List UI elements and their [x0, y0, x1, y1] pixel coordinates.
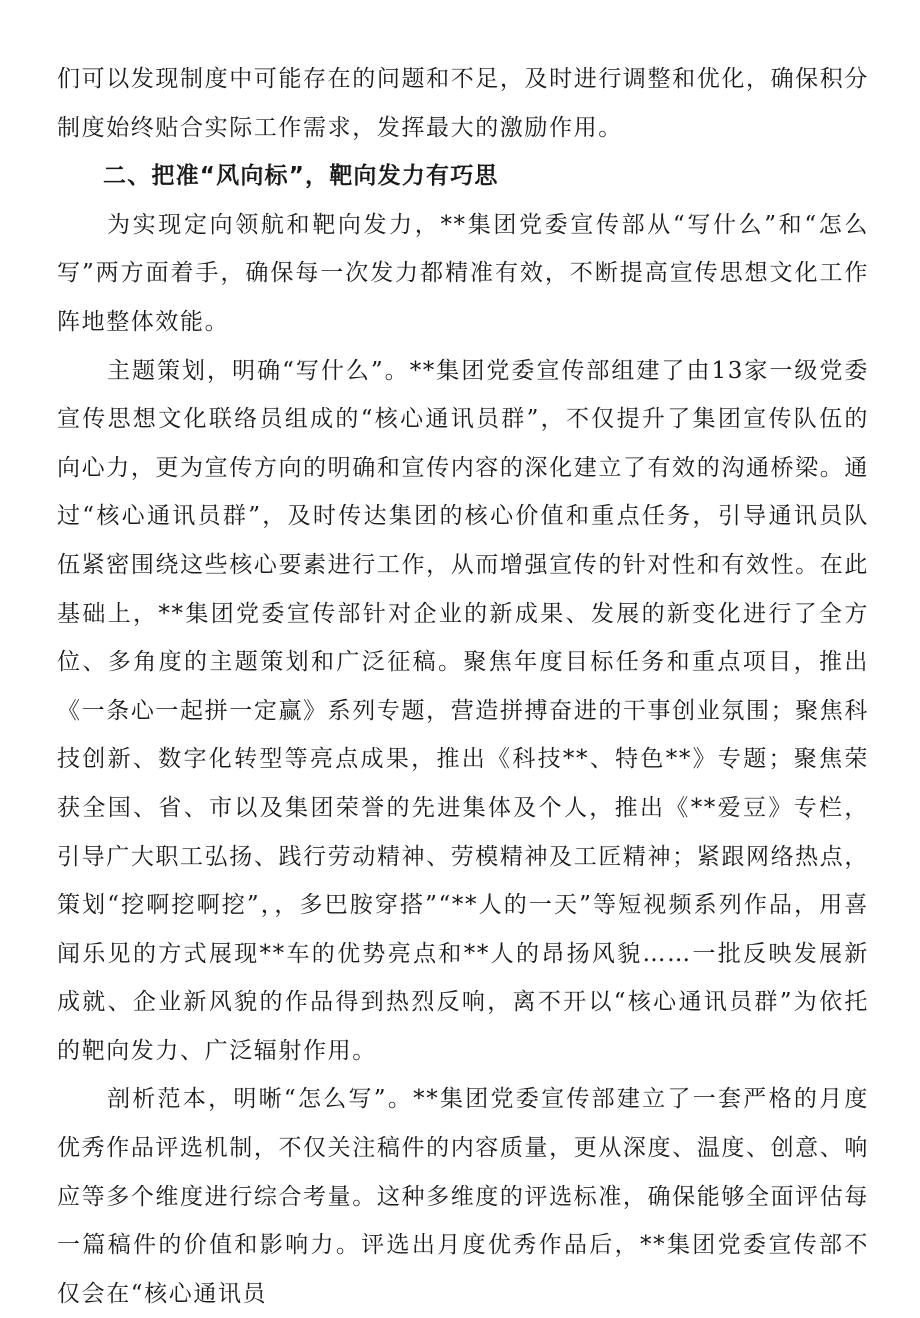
paragraph-topic-planning: 主题策划，明确“写什么”。**集团党委宣传部组建了由13家一级党委宣传思想文化联络员组成的“核心通讯员群”，不仅提升了集团宣传队伍的向心力，更为宣传方向的明确和宣传内容的深化建立了有效的沟通桥梁。通过“核心通讯员群”，及时传达集团的核心价值和重点任务，引导通讯员队伍紧密围绕这些核心要素进行工作，从而增强宣传的针对性和有效性。在此基础上，**集团党委宣传部针对企业的新成果、发展的新变化进行了全方位、多角度的主题策划和广泛征稿。聚焦年度目标任务和重点项目，推出《一条心一起拼一定赢》系列专题，营造拼搏奋进的干事创业氛围；聚焦科技创新、数字化转型等亮点成果，推出《科技**、特色**》专题；聚焦荣获全国、省、市以及集团荣誉的先进集体及个人，推出《**爱豆》专栏，引导广大职工弘扬、践行劳动精神、劳模精神及工匠精神；紧跟网络热点，策划“挖啊挖啊挖”，，多巴胺穿搭”“**人的一天”等短视频系列作品，用喜闻乐见的方式展现**车的优势亮点和**人的昂扬风貌……一批反映发展新成就、企业新风貌的作品得到热烈反响，离不开以“核心通讯员群”为依托的靶向发力、广泛辐射作用。 [57, 357, 869, 1064]
continuation-paragraph: 们可以发现制度中可能存在的问题和不足，及时进行调整和优化，确保积分制度始终贴合实际工作需求，发挥最大的激励作用。 [57, 66, 869, 141]
paragraph-model-analysis: 剖析范本，明晰“怎么写”。**集团党委宣传部建立了一套严格的月度优秀作品评选机制，不仅关注稿件的内容质量，更从深度、温度、创意、响应等多个维度进行综合考量。这种多维度的评选标准，确保能够全面评估每一篇稿件的价值和影响力。评选出月度优秀作品后，**集团党委宣传部不仅会在“核心通讯员 [57, 1086, 869, 1307]
document-body [57, 55, 869, 1318]
section-heading: 二、把准“风向标”，靶向发力有巧思 [103, 163, 499, 190]
paragraph-intro: 为实现定向领航和靶向发力，**集团党委宣传部从“写什么”和“怎么写”两方面着手，确保每一次发力都精准有效，不断提高宣传思想文化工作阵地整体效能。 [57, 211, 869, 335]
